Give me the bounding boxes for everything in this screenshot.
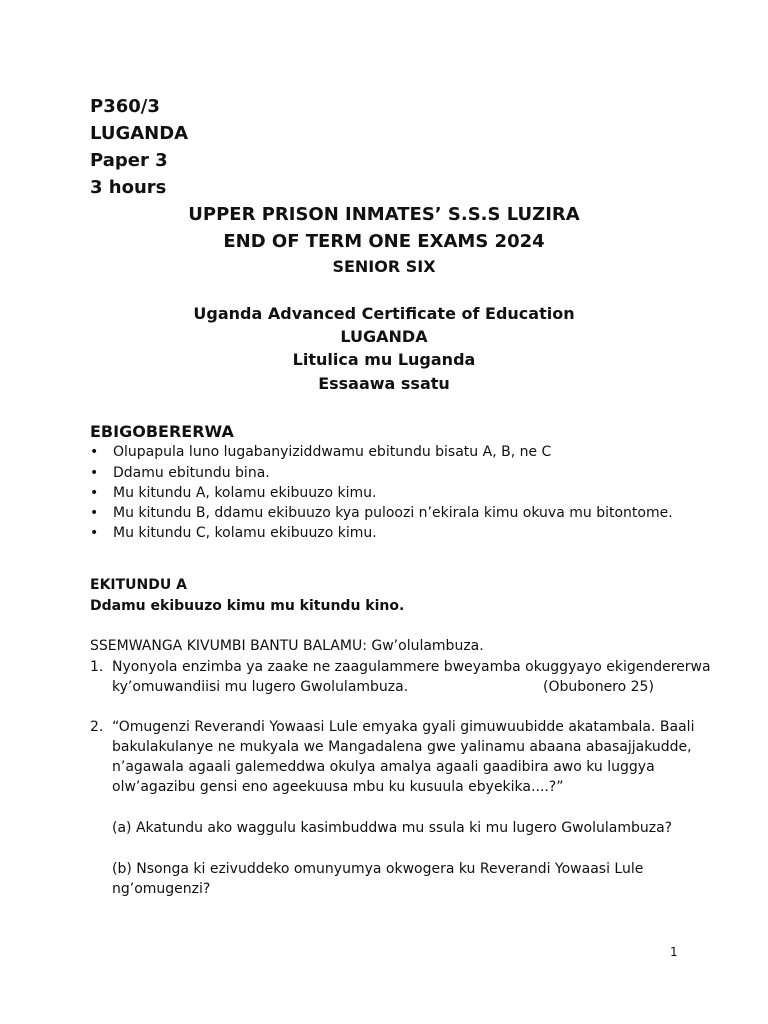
question-2-quote-line: olw’agazibu gensi eno ageekuusa mbu ku kusuula ebyekika....?” [112, 779, 564, 795]
paper-code: P360/3 [90, 96, 160, 117]
section-a-heading: EKITUNDU A [90, 577, 187, 593]
duration-label: 3 hours [90, 177, 167, 198]
question-number: 2. [90, 719, 104, 735]
question-2-quote-line: bakulakulanye ne mukyala we Mangadalena gwe yalinamu abaana abasajjakudde, [112, 739, 692, 755]
question-2-part-b-line: (b) Nsonga ki ezivuddeko omunyumya okwogera ku Reverandi Yowaasi Lule [112, 861, 644, 877]
page-number: 1 [670, 945, 678, 959]
question-1-marks: (Obubonero 25) [543, 679, 654, 695]
question-1-line: Nyonyola enzimba ya zaake ne zaagulammere bweyamba okuggyayo ekigendererwa [112, 659, 711, 675]
exam-title: END OF TERM ONE EXAMS 2024 [223, 231, 545, 252]
question-2-part-b-line: ng’omugenzi? [112, 881, 211, 897]
instruction-item: • Ddamu ebitundu bina. [92, 465, 270, 481]
instruction-item: • Mu kitundu A, kolamu ekibuuzo kimu. [92, 485, 377, 501]
book-title: SSEMWANGA KIVUMBI BANTU BALAMU: Gw’olulambuza. [90, 638, 484, 654]
level-title: SENIOR SIX [332, 257, 436, 276]
section-a-subheading: Ddamu ekibuuzo kimu mu kitundu kino. [90, 598, 405, 614]
instruction-item: • Mu kitundu C, kolamu ekibuuzo kimu. [92, 525, 377, 541]
certificate-name: Uganda Advanced Certificate of Education [193, 304, 575, 323]
question-2-quote-line: n’agawala agaali galemeddwa okulya amalya agaali gaadibira awo ku luggya [112, 759, 655, 775]
question-2-part-a: (a) Akatundu ako waggulu kasimbuddwa mu ssula ki mu lugero Gwolulambuza? [112, 820, 673, 836]
instructions-heading: EBIGOBERERWA [90, 422, 234, 441]
paper-title: Litulica mu Luganda [292, 350, 476, 369]
instruction-item: • Olupapula luno lugabanyiziddwamu ebitundu bisatu A, B, ne C [92, 444, 551, 460]
paper-label: Paper 3 [90, 150, 168, 171]
instruction-item: • Mu kitundu B, ddamu ekibuuzo kya puloozi n’ekirala kimu okuva mu bitontome. [92, 505, 673, 521]
subject-label: LUGANDA [90, 123, 189, 144]
question-2-quote-line: “Omugenzi Reverandi Yowaasi Lule emyaka gyali gimuwuubidde akatambala. Baali [112, 719, 695, 735]
paper-duration: Essaawa ssatu [318, 374, 450, 393]
question-number: 1. [90, 659, 104, 675]
school-title: UPPER PRISON INMATES’ S.S.S LUZIRA [188, 204, 580, 225]
certificate-subject: LUGANDA [340, 327, 428, 346]
question-1-line: ky’omuwandiisi mu lugero Gwolulambuza. [112, 679, 409, 695]
